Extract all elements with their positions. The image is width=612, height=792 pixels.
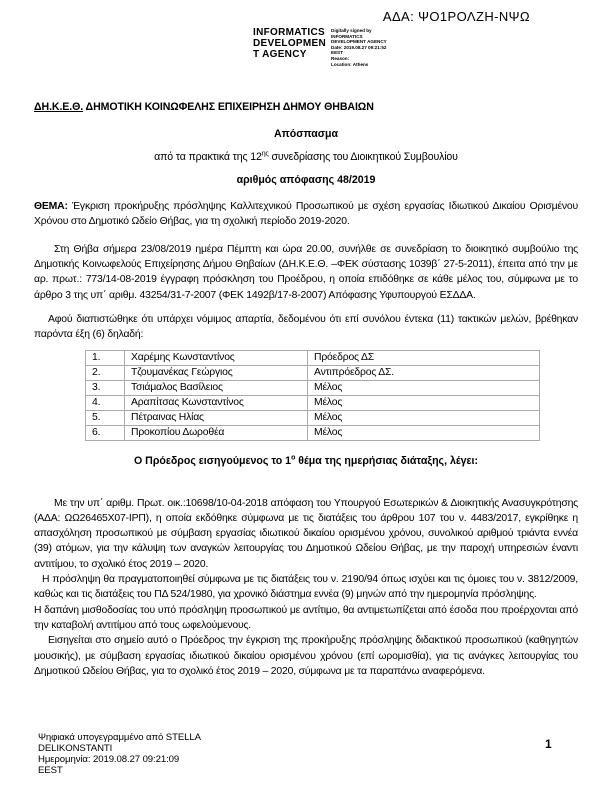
chair-line-text: Ο Πρόεδρος εισηγούμενος το 1 [133,454,292,467]
signature-detail-line: Date: 2019.08.27 09:21:52 [331,44,387,50]
signature-detail-line: Digitally signed by [331,28,372,33]
table-row [86,410,540,425]
member-name: Χαρέμης Κωνσταντίνος [125,350,308,365]
table-row [86,365,540,380]
signature-agency-line: DEVELOPMEN [253,38,327,49]
member-number: 3. [86,380,125,395]
signature-detail-line: Reason: [331,55,350,61]
member-name: Τζουμανέκας Γεώργιος [125,365,308,380]
member-number: 2. [86,365,125,380]
body-paragraph-3: Η δαπάνη μισθοδοσίας του υπό πρόσληψη προσωπικού με αντίτιμο, θα αντιμετωπίζεται από έσοδα που προέρχονται από την καταβολή αντιτίμου από τους ωφελούμενους. [34,604,578,631]
member-role: Μέλος [308,380,540,395]
chair-line-rest: θέμα της ημερήσιας διάταξης, λέγει: [295,454,479,467]
body-paragraph-1: Με την υπ΄ αριθμ. Πρωτ. οικ.:10698/10-04-2018 απόφαση του Υπουργού Εσωτερικών & Διοικητικής Ανασυγκρότησης (ΑΔΑ: ΩΩ26465Χ07-ΙΡΠ), η οποία εκδόθηκε σύμφωνα με τις διατάξεις του άρθρου 107 του ν. 4483/2017, εγκρίθηκε η απασχόληση προσωπικού με σύμβαση εργασίας ιδιωτικού δικαίου ορισμένου χρόνου, συνολικού αριθμού τριάντα εννέα (39) ατόμων, για την κάλυψη των αναγκών λειτουργίας του Δημοτικού Ωδείου Θήβας, με την παροχή υπηρεσιών έναντι αντιτίμου, το σχολικό έτος 2019 – 2020. [34,497,578,570]
session-intro-paragraph: Στη Θήβα σήμερα 23/08/2019 ημέρα Πέμπτη και ώρα 20.00, συνήλθε σε συνεδρίαση το διοικητικό συμβούλιο της Δημοτικής Κοινωφελούς Επιχείρησης Δήμου Θηβαίων (ΔΗ.Κ.Ε.Θ. –ΦΕΚ σύστασης 1039β΄ 27-5-2011), έπειτα από την με αρ. πρωτ.: 773/14-08-2019 έγγραφη πρόσκληση του Προέδρου, η οποία επιδόθηκε σε κάθε μέλος του, σύμφωνα με το άρθρο 3 της υπ΄ αριθμ. 43254/31-7-2007 (ΦΕΚ 1492β/17-8-2007) Απόφασης Υφυπουργού ΕΣΔΔΑ. [34,243,578,301]
digital-signature-stamp [253,27,612,67]
minutes-subtitle-rest: συνεδρίασης του Διοικητικού Συμβουλίου [268,151,458,164]
chair-introduction-line [34,455,578,467]
member-name: Προκοπίου Δωροθέα [125,425,308,440]
signature-agency-line: INFORMATICS [253,27,325,38]
minutes-subtitle [34,151,578,163]
footer-signature-line: DELIKONSTANTI [38,743,113,754]
member-number: 4. [86,395,125,410]
body-paragraph-2: Η πρόσληψη θα πραγματοποιηθεί σύμφωνα με τις διατάξεις του ν. 2190/94 όπως ισχύει και τις όμοιες του ν. 3812/2009, καθώς και τις διατάξεις του ΠΔ 524/1980, για χρονικό διάστημα εννέα (9) μηνών από την ημερομηνία πρόσληψης. [34,574,578,601]
member-name: Τσιάμαλος Βασίλειος [125,380,308,395]
signature-details [331,27,387,67]
footer-digital-signature [38,732,201,776]
member-number: 6. [86,425,125,440]
member-number: 1. [86,350,125,365]
member-role: Μέλος [308,425,540,440]
signature-detail-line: EEST [331,50,344,56]
footer-signature-line: EEST [38,765,63,776]
signature-agency-line: T AGENCY [253,49,307,60]
page-number: 1 [545,737,552,751]
minutes-ordinal-suffix: ης [261,150,269,158]
member-name: Αραπίτσας Κωνσταντίνος [125,395,308,410]
signature-detail-line: DEVELOPMENT AGENCY [331,39,387,45]
footer-signature-line: Ημερομηνία: 2019.08.27 09:21:09 [38,754,180,765]
signature-detail-line: INFORMATICS [331,33,363,39]
organization-name: ΔΗΜΟΤΙΚΗ ΚΟΙΝΩΦΕΛΗΣ ΕΠΙΧΕΙΡΗΣΗ ΔΗΜΟΥ ΘΗΒΑΙΩΝ [83,101,374,114]
theme-text: Έγκριση προκήρυξης πρόσληψης Καλλιτεχνικού Προσωπικού με σχέση εργασίας Ιδιωτικού Δικαίου Ορισμένου Χρόνου στο Δημοτικό Ωδείο Θήβας, για τη σχολική περίοδο 2019-2020. [34,201,578,228]
member-number: 5. [86,410,125,425]
table-row [86,380,540,395]
table-row [86,395,540,410]
organization-heading [34,101,578,113]
decision-body [34,496,578,680]
organization-abbreviation: ΔΗ.Κ.Ε.Θ. [34,101,84,114]
member-role: Αντιπρόεδρος ΔΣ. [308,365,540,380]
decision-number: αριθμός απόφασης 48/2019 [236,174,376,187]
ada-code: ΑΔΑ: ΨΟ1ΡΟΛΖΗ-ΝΨΩ [382,9,530,24]
member-role: Μέλος [308,395,540,410]
table-row [86,350,540,365]
footer-signature-line: Ψηφιακά υπογεγραμμένο από STELLA [38,732,201,743]
body-paragraph-4: Εισηγείται στο σημείο αυτό ο Πρόεδρος την έγκριση της προκήρυξης πρόσληψης διδακτικού προσωπικού (καθηγητών μουσικής), με σύμβαση εργασίας ιδιωτικού δικαίου ορισμένου χρόνου (επί ωρομισθία), για τις ανάγκες λειτουργίας του Δημοτικού Ωδείου Θήβας, για το σχολικό έτος 2019 – 2020, σύμφωνα με τα παραπάνω αναφερόμενα. [34,635,578,677]
signature-detail-line: Location: Athens [331,61,369,67]
quorum-paragraph: Αφού διαπιστώθηκε ότι υπάρχει νόμιμος απαρτία, δεδομένου ότι επί συνόλου έντεκα (11) τακτικών μελών, βρέθηκαν παρόντα έξη (6) δηλαδή: [34,313,578,341]
theme-paragraph [34,199,578,230]
minutes-subtitle-text: από τα πρακτικά της 12 [154,151,262,164]
excerpt-title: Απόσπασμα [273,128,339,141]
chair-line-ordinal: ο [291,454,296,461]
member-role: Μέλος [308,410,540,425]
table-row [86,425,540,440]
member-role: Πρόεδρος ΔΣ [308,350,540,365]
signature-agency-name [253,27,326,60]
members-table [85,350,540,441]
theme-label: ΘΕΜΑ: [34,201,68,213]
member-name: Πέτραινας Ηλίας [125,410,308,425]
